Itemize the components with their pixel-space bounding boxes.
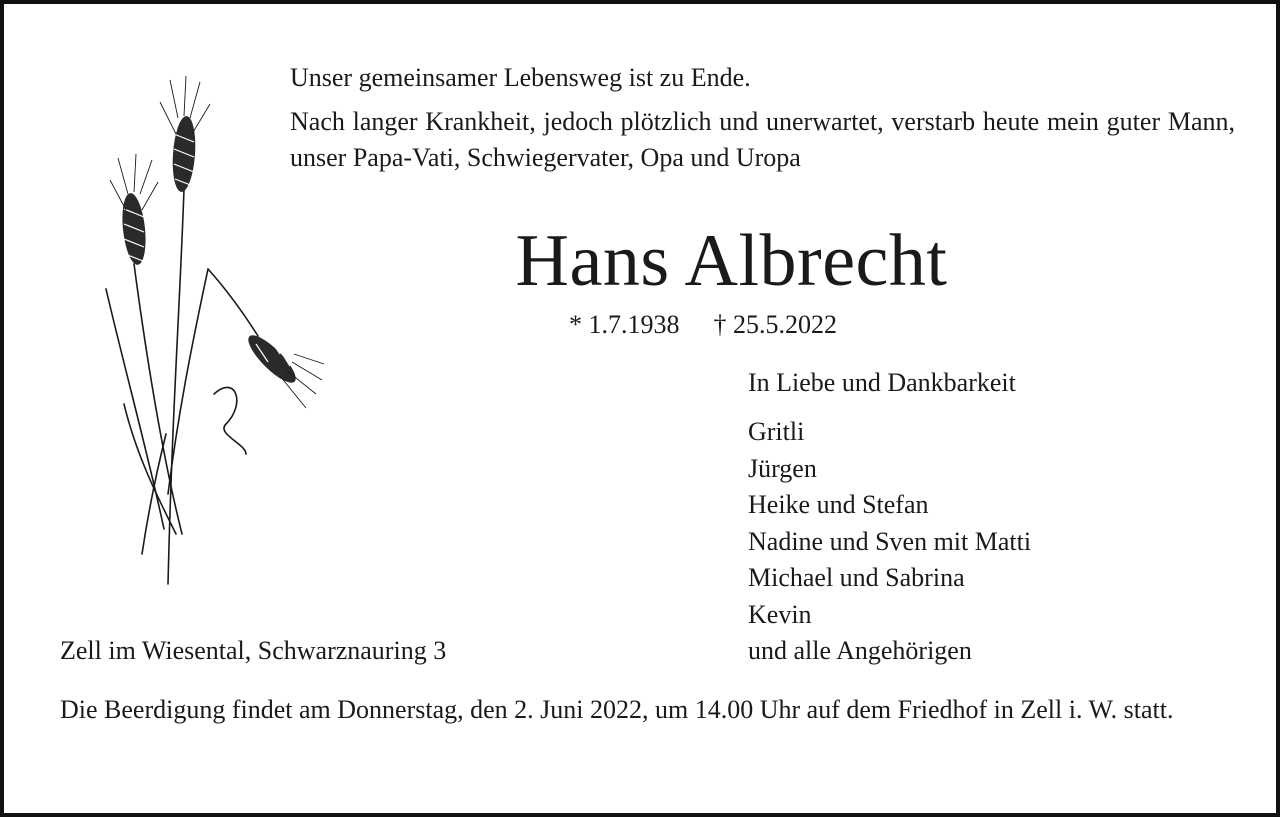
intro-text (290, 60, 1235, 176)
deceased-name: Hans Albrecht (515, 220, 948, 302)
family-member: und alle Angehörigen (748, 636, 972, 665)
thanks-line: In Liebe und Dankbarkeit (748, 368, 1016, 397)
intro-line-1: Unser gemeinsamer Lebensweg ist zu Ende. (290, 63, 751, 92)
life-dates (569, 308, 837, 342)
family-member: Michael und Sabrina (748, 563, 965, 592)
family-member: Kevin (748, 599, 812, 629)
address: Zell im Wiesental, Schwarznauring 3 (60, 636, 447, 665)
intro-line-2: Nach langer Krankheit, jedoch plötzlich und unerwartet, verstarb heute mein guter Mann, unser Papa-Vati, Schwiegervater, Opa und Uropa (290, 107, 1235, 172)
funeral-info: Die Beerdigung findet am Donnerstag, den 2. Juni 2022, um 14.00 Uhr auf dem Friedhof in Zell i. W. statt. (60, 695, 1174, 724)
family-list (748, 414, 1031, 670)
death-date: † 25.5.2022 (713, 310, 837, 339)
birth-date: * 1.7.1938 (569, 310, 680, 339)
family-member: Gritli (748, 417, 805, 446)
family-member: Heike und Stefan (748, 490, 929, 519)
family-member: Nadine und Sven mit Matti (748, 526, 1032, 556)
family-member: Jürgen (748, 453, 817, 483)
